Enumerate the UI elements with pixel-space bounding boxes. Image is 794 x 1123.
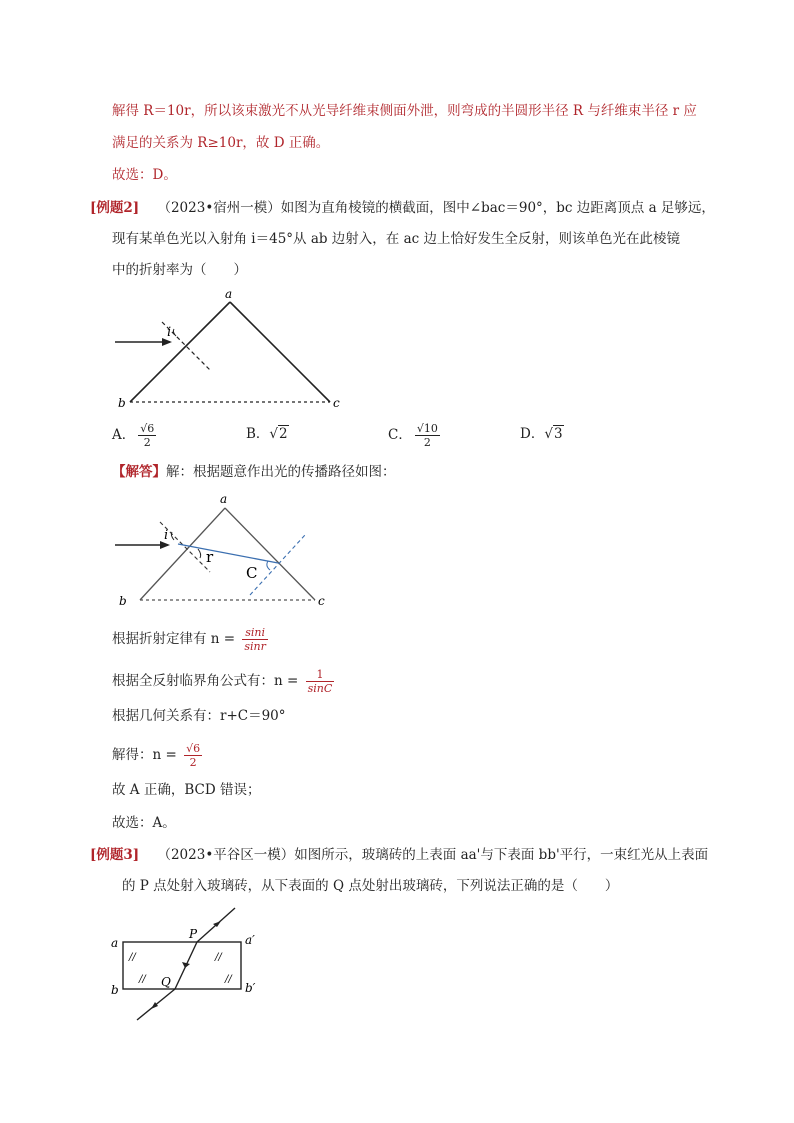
top-text-line-2: 满足的关系为 R≥10r，故 D 正确。 — [112, 135, 330, 151]
hatch-mark-2: // — [215, 952, 222, 963]
example-3-line-2: 的 P 点处射入玻璃砖，从下表面的 Q 点处射出玻璃砖，下列说法正确的是（ ） — [122, 878, 619, 894]
example-3-line-1 — [90, 845, 708, 865]
angle-r-label: r — [206, 548, 214, 566]
example-3-label: [例题3] — [90, 847, 140, 863]
solution-vertex-b: b — [119, 594, 127, 608]
example-2-line-3: 中的折射率为（ ） — [112, 262, 247, 278]
prism-vertex-a: a — [225, 287, 233, 301]
example-2-line-2: 现有某单色光以入射角 i＝45°从 ab 边射入，在 ac 边上恰好发生全反射，则该单色光在此棱镜 — [112, 231, 681, 247]
solution-normal-2 — [250, 535, 305, 595]
label-q: Q — [161, 975, 171, 989]
hatch-mark-1: // — [129, 952, 136, 963]
example-3-text-1: （2023•平谷区一模）如图所示，玻璃砖的上表面 aa'与下表面 bb'平行，一束红光从上表面 — [157, 847, 709, 863]
solve-fraction: $\frac{√6}{2}$ — [186, 742, 201, 769]
answer-2-choose: 故选：A。 — [112, 815, 176, 831]
prism-vertex-b: b — [118, 396, 126, 410]
refraction-law: 根据折射定律有 n = $\frac{\sin i}{\sin r}$ — [112, 626, 266, 653]
refracted-ray-arrow-icon — [182, 962, 190, 968]
option-b[interactable]: B．√2 — [246, 426, 288, 442]
prism-vertex-c: c — [333, 396, 340, 410]
angle-r-arc — [198, 549, 201, 558]
answer-label: 【解答】 — [112, 464, 166, 480]
solution-edge-ac — [225, 508, 315, 600]
prism-edge-ab — [130, 302, 230, 402]
option-c[interactable]: C． $\frac{√10}{2}$ — [388, 422, 438, 449]
hatch-mark-3: // — [139, 974, 146, 985]
hatch-mark-4: // — [225, 974, 232, 985]
geometry-relation: 根据几何关系有：r+C＝90° — [112, 708, 286, 724]
solve-result: 解得：n = $\frac{√6}{2}$ — [112, 742, 201, 769]
top-text-line-1: 解得 R＝10r，所以该束激光不从光导纤维束侧面外泄，则弯成的半圆形半径 R 与纤维束半径 r 应 — [112, 103, 697, 119]
label-a-prime: a′ — [245, 933, 255, 947]
top-choose-answer: 故选：D。 — [112, 167, 177, 183]
angle-c-arc — [267, 561, 270, 570]
solution-vertex-a: a — [220, 492, 228, 506]
prism-edge-ac — [230, 302, 330, 402]
example-2-label: [例题2] — [90, 200, 140, 216]
critical-angle-formula: 根据全反射临界角公式有：n = $\frac{1}{\sin C}$ — [112, 668, 333, 695]
label-p: P — [189, 927, 198, 941]
option-d[interactable]: D．√3 — [520, 426, 563, 442]
angle-i-label: i — [167, 325, 172, 340]
glass-brick-figure — [105, 902, 275, 1024]
example-2-text-1: （2023•宿州一模）如图为直角棱镜的横截面，图中∠bac＝90°，bc 边距离顶点 a 足够远， — [157, 200, 715, 216]
critical-angle-fraction: $\frac{1}{\sin C}$ — [307, 668, 333, 695]
prism-solution-figure — [110, 490, 350, 608]
option-a[interactable]: A． $\frac{√6}{2}$ — [112, 422, 155, 449]
angle-c-label: C — [246, 564, 258, 582]
solution-vertex-c: c — [318, 594, 325, 608]
label-a: a — [111, 936, 119, 950]
prism-figure — [110, 282, 350, 412]
angle-i-arc — [173, 329, 176, 336]
solution-angle-i-label: i — [164, 528, 169, 543]
answer-2-intro: 【解答】解：根据题意作出光的传播路径如图： — [112, 464, 396, 480]
solution-angle-i-arc — [171, 532, 174, 540]
example-2-line-1 — [90, 198, 715, 218]
option-c-fraction: $\frac{√10}{2}$ — [416, 422, 438, 449]
refraction-law-fraction: $\frac{\sin i}{\sin r}$ — [244, 626, 266, 653]
option-a-fraction: $\frac{√6}{2}$ — [140, 422, 155, 449]
label-b: b — [111, 983, 119, 997]
label-b-prime: b′ — [245, 981, 256, 995]
answer-2-conclusion: 故 A 正确，BCD 错误； — [112, 782, 261, 798]
